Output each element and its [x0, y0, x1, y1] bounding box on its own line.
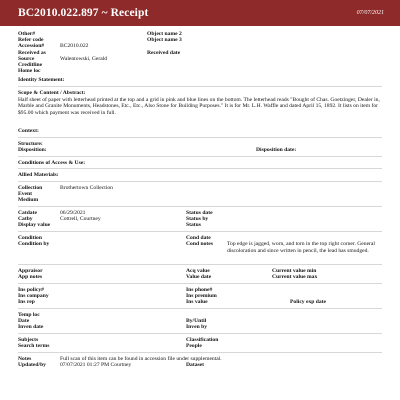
- structure-label: Structure:: [18, 140, 43, 147]
- cond-date-label: Cond date: [186, 235, 211, 242]
- ins-phone-label: Ins phone#: [186, 286, 213, 293]
- classification-label: Classification: [186, 336, 219, 343]
- record-title: BC2010.022.897 ~ Receipt: [18, 6, 149, 19]
- source-label: Source: [18, 55, 35, 62]
- medium-label: Medium: [18, 197, 39, 204]
- header-date: 07/07/2021: [356, 9, 384, 16]
- ins-premium-label: Ins premium: [186, 292, 217, 299]
- received-date-label: Received date: [147, 49, 181, 56]
- appraisor-label: Appraisor: [18, 267, 43, 274]
- subjects-label: Subjects: [18, 336, 39, 343]
- by-until-label: By/Until: [186, 317, 207, 324]
- scope-content-text: Half sheet of paper with letterhead printed at the top and a grid in pink and blue lines on the bottom. The letterhead reads "Bought of Chas. Goetzinger, Dealer in, Marble and Granite Monuments, Headstones, Etc., Etc., Also Stone for Building Purposes." It is for Mr. L.H. Waffle and dated April 15, 1892. It lists on item for $95.00 which payment was received in full.: [18, 97, 380, 116]
- acq-value-label: Acq value: [186, 267, 210, 274]
- status-label: Status: [186, 222, 201, 229]
- disposition-label: Disposition:: [18, 146, 47, 153]
- policy-exp-date-label: Policy exp date: [290, 299, 327, 306]
- object-name-2-label: Object name 2: [147, 31, 182, 37]
- collection-value: Brothertown Collection: [60, 185, 113, 192]
- scope-content-label: Scope & Content / Abstract:: [18, 90, 86, 96]
- received-as-label: Received as: [18, 49, 46, 56]
- ins-company-label: Ins company: [18, 292, 49, 299]
- condition-label: Condition: [18, 235, 42, 242]
- inven-date-label: Inven date: [18, 324, 44, 331]
- divider: [18, 283, 382, 284]
- event-label: Event: [18, 191, 32, 198]
- collection-label: Collection: [18, 185, 43, 192]
- divider: [18, 168, 382, 169]
- updated-by-label: Updated/by: [18, 361, 46, 368]
- catdate-value: 06/29/2021: [60, 210, 86, 217]
- ins-policy-label: Ins policy#: [18, 286, 44, 293]
- notes-label: Notes: [18, 355, 32, 362]
- divider: [18, 206, 382, 207]
- catby-label: Catby: [18, 216, 33, 223]
- catdate-label: Catdate: [18, 210, 37, 217]
- divider: [18, 352, 382, 353]
- divider: [18, 86, 382, 87]
- people-label: People: [186, 343, 202, 350]
- accession-label: Accession#: [18, 43, 45, 50]
- divider: [18, 137, 382, 138]
- current-value-min-label: Current value min: [272, 267, 317, 274]
- ins-value-label: Ins value: [186, 299, 208, 306]
- value-date-label: Value date: [186, 274, 212, 281]
- catby-value: Cottrell, Courtney: [60, 216, 101, 223]
- identity-statement-label: Identity Statement:: [18, 77, 65, 84]
- updated-by-value: 07/07/2021 01:27 PM Courtney: [60, 361, 132, 368]
- divider: [18, 181, 382, 182]
- date-label: Date: [18, 317, 30, 324]
- divider: [18, 156, 382, 157]
- divider: [18, 264, 382, 265]
- current-value-max-label: Current value max: [272, 274, 318, 281]
- display-value-label: Display value: [18, 222, 51, 229]
- condition-by-label: Condition by: [18, 241, 50, 248]
- context-label: Context:: [18, 128, 39, 135]
- status-by-label: Status by: [186, 216, 209, 223]
- other-no-label: Other#: [18, 31, 36, 37]
- search-terms-label: Search terms: [18, 343, 50, 350]
- record-body: [0, 26, 400, 368]
- record-header: [0, 0, 400, 26]
- creditline-label: Creditline: [18, 61, 43, 68]
- refer-code-label: Refer code: [18, 37, 44, 44]
- disposition-date-label: Disposition date:: [256, 146, 297, 153]
- inven-by-label: Inven by: [186, 324, 207, 331]
- divider: [18, 333, 382, 334]
- allied-materials-label: Allied Materials:: [18, 172, 59, 179]
- app-notes-label: App notes: [18, 274, 43, 281]
- status-date-label: Status date: [186, 210, 213, 217]
- accession-value: BC2010.022: [60, 43, 89, 50]
- divider: [18, 231, 382, 232]
- divider: [18, 308, 382, 309]
- conditions-access-label: Conditions of Access & Use:: [18, 159, 86, 166]
- source-value: Walentowski, Gerald: [60, 55, 108, 62]
- ins-rep-label: Ins rep: [18, 299, 35, 306]
- dataset-label: Dataset: [186, 361, 205, 368]
- cond-notes-label: Cond notes: [186, 241, 213, 248]
- cond-notes-value: Top edge is jagged, worn, and torn in the top right corner. General discoloration and since written in pencil, the lead has smudged.: [227, 241, 375, 254]
- object-name-3-label: Object name 3: [147, 37, 182, 44]
- notes-value: Full scan of this item can be found in accession file under supplemental.: [60, 355, 222, 362]
- home-loc-label: Home loc: [18, 68, 41, 75]
- temp-loc-label: Temp loc: [18, 311, 40, 318]
